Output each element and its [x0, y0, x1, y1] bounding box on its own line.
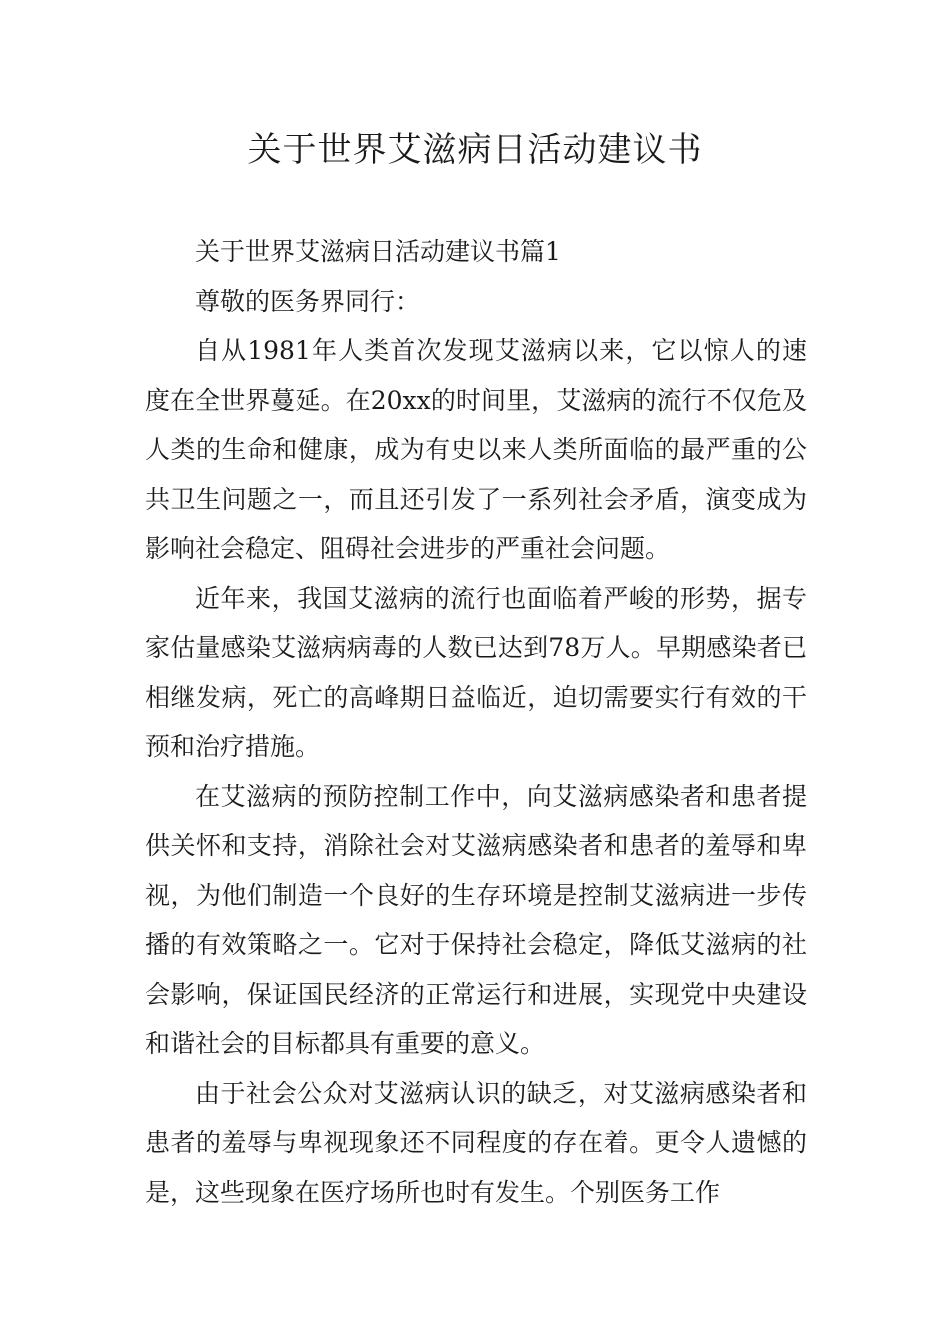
document-title: 关于世界艾滋病日活动建议书: [247, 130, 703, 170]
section-heading: 关于世界艾滋病日活动建议书篇1: [195, 237, 561, 266]
paragraph-3: 在艾滋病的预防控制工作中，向艾滋病感染者和患者提供关怀和支持，消除社会对艾滋病感染者和患者的羞辱和卑视，为他们制造一个良好的生存环境是控制艾滋病进一步传播的有效策略之一。它对于保持社会稳定，降低艾滋病的社会影响，保证国民经济的正常运行和进展，实现党中央建设和谐社会的目标都具有重要的意义。: [145, 781, 807, 1058]
paragraph-4: 由于社会公众对艾滋病认识的缺乏，对艾滋病感染者和患者的羞辱与卑视现象还不同程度的存在着。更令人遗憾的是，这些现象在医疗场所也时有发生。个别医务工作: [145, 1078, 807, 1207]
document-body: [145, 227, 807, 1217]
paragraph-2: 近年来，我国艾滋病的流行也面临着严峻的形势，据专家估量感染艾滋病病毒的人数已达到78万人。早期感染者已相继发病，死亡的高峰期日益临近，迫切需要实行有效的干预和治疗措施。: [145, 583, 807, 761]
paragraph-1: 自从1981年人类首次发现艾滋病以来，它以惊人的速度在全世界蔓延。在20xx的时间里，艾滋病的流行不仅危及人类的生命和健康，成为有史以来人类所面临的最严重的公共卫生问题之一，而且还引发了一系列社会矛盾，演变成为影响社会稳定、阻碍社会进步的严重社会问题。: [145, 336, 807, 563]
salutation: 尊敬的医务界同行：: [195, 286, 421, 316]
